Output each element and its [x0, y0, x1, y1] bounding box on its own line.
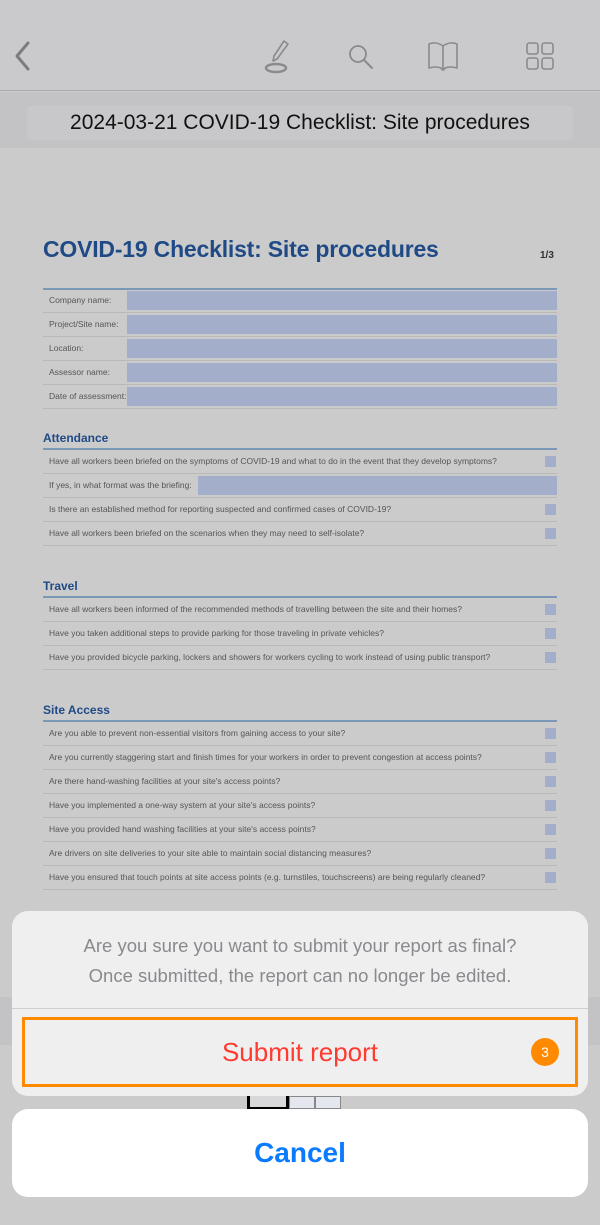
action-sheet: [12, 911, 588, 1096]
checklist-item: [43, 498, 557, 522]
checklist-item: [43, 646, 557, 670]
checkbox[interactable]: [545, 728, 556, 739]
page-thumbnail-strip[interactable]: [247, 1096, 341, 1109]
book-icon: [425, 38, 461, 74]
section-heading-attendance: Attendance: [43, 431, 109, 445]
search-button[interactable]: [342, 38, 378, 74]
back-chevron-icon: [6, 38, 42, 74]
checklist-item: [43, 818, 557, 842]
question-text: Have you provided hand washing facilities at your site's access points?: [49, 824, 316, 834]
field-label: Location:: [49, 343, 84, 353]
question-text: Have you taken additional steps to provide parking for those traveling in private vehicles?: [49, 628, 384, 638]
back-button[interactable]: [6, 38, 42, 74]
message-line-2: Once submitted, the report can no longer be edited.: [88, 965, 512, 986]
info-row-company: [43, 289, 557, 313]
checklist-item: [43, 522, 557, 546]
page-thumbnail[interactable]: [315, 1096, 341, 1109]
bookmarks-button[interactable]: [425, 38, 461, 74]
field-label: Company name:: [49, 295, 112, 305]
question-text: Is there an established method for reporting suspected and confirmed cases of COVID-19?: [49, 504, 392, 514]
briefing-format-field[interactable]: [198, 476, 557, 495]
question-text: Are drivers on site deliveries to your site able to maintain social distancing measures?: [49, 848, 372, 858]
project-site-name-field[interactable]: [127, 315, 557, 334]
question-text: Have you ensured that touch points at site access points (e.g. turnstiles, touchscreens) are being regularly cleaned?: [49, 872, 486, 882]
submit-report-button[interactable]: [22, 1017, 578, 1087]
checkbox[interactable]: [545, 872, 556, 883]
cancel-label: Cancel: [254, 1137, 346, 1168]
checklist-item: [43, 598, 557, 622]
checkbox[interactable]: [545, 528, 556, 539]
checkbox[interactable]: [545, 652, 556, 663]
field-label: Date of assessment:: [49, 391, 127, 401]
question-text: Are you currently staggering start and finish times for your workers in order to prevent congestion at access points?: [49, 752, 482, 762]
checkbox[interactable]: [545, 824, 556, 835]
company-name-field[interactable]: [127, 291, 557, 310]
field-label: Project/Site name:: [49, 319, 119, 329]
checklist-item: [43, 474, 557, 498]
checklist-item: [43, 622, 557, 646]
info-row-location: [43, 337, 557, 361]
grid-icon: [522, 38, 558, 74]
info-row-date: [43, 385, 557, 409]
checkbox[interactable]: [545, 504, 556, 515]
page-heading: COVID-19 Checklist: Site procedures: [43, 236, 439, 262]
checklist-item: [43, 746, 557, 770]
checklist-item: [43, 866, 557, 890]
cancel-button[interactable]: [12, 1109, 588, 1197]
section-heading-site-access: Site Access: [43, 703, 110, 717]
annotate-pen-icon: [259, 38, 295, 74]
question-text: Are there hand-washing facilities at your site's access points?: [49, 776, 281, 786]
question-text: Have all workers been briefed on the scenarios when they may need to self-isolate?: [49, 528, 365, 538]
annotate-button[interactable]: [259, 38, 295, 74]
question-text: Are you able to prevent non-essential visitors from gaining access to your site?: [49, 728, 346, 738]
top-navbar: [0, 0, 600, 91]
document-title: 2024-03-21 COVID-19 Checklist: Site procedures: [27, 106, 573, 140]
info-row-project: [43, 313, 557, 337]
checklist-item: [43, 794, 557, 818]
question-text: Have all workers been briefed on the symptoms of COVID-19 and what to do in the event that they develop symptoms?: [49, 456, 497, 466]
question-text: Have you provided bicycle parking, lockers and showers for workers cycling to work instead of using public transport?: [49, 652, 491, 662]
step-badge: 3: [531, 1038, 559, 1066]
checkbox[interactable]: [545, 752, 556, 763]
search-icon: [342, 38, 378, 74]
page-number: 1/3: [540, 250, 554, 261]
checkbox[interactable]: [545, 628, 556, 639]
question-text: Have you implemented a one-way system at your site's access points?: [49, 800, 316, 810]
page-thumbnail[interactable]: [289, 1096, 315, 1109]
divider: [12, 1008, 588, 1009]
date-of-assessment-field[interactable]: [127, 387, 557, 406]
document-page: [0, 148, 600, 998]
checkbox[interactable]: [545, 776, 556, 787]
assessor-name-field[interactable]: [127, 363, 557, 382]
page-thumbnail-current[interactable]: [247, 1096, 289, 1109]
info-row-assessor: [43, 361, 557, 385]
field-label: Assessor name:: [49, 367, 110, 377]
action-sheet-message: [12, 931, 588, 991]
location-field[interactable]: [127, 339, 557, 358]
grid-view-button[interactable]: [522, 38, 558, 74]
document-title-bar: [0, 92, 600, 148]
section-heading-travel: Travel: [43, 579, 78, 593]
checklist-item: [43, 722, 557, 746]
question-text: Have all workers been informed of the recommended methods of travelling between the site and their homes?: [49, 604, 462, 614]
message-line-1: Are you sure you want to submit your report as final?: [83, 935, 517, 956]
question-text: If yes, in what format was the briefing:: [49, 480, 192, 490]
checklist-item: [43, 770, 557, 794]
checkbox[interactable]: [545, 848, 556, 859]
checkbox[interactable]: [545, 800, 556, 811]
checklist-item: [43, 450, 557, 474]
checkbox[interactable]: [545, 604, 556, 615]
checkbox[interactable]: [545, 456, 556, 467]
submit-report-label: Submit report: [221, 1036, 379, 1067]
checklist-item: [43, 842, 557, 866]
